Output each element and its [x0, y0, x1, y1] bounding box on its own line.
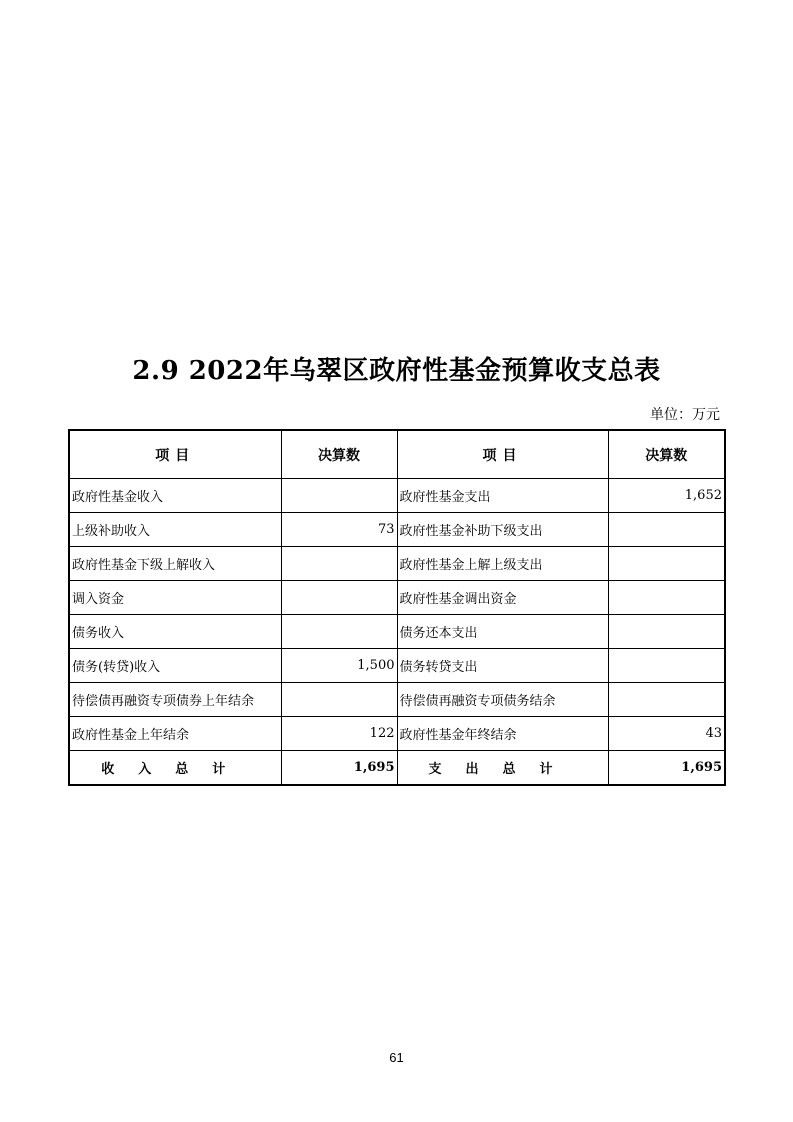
expense-label: 债务转贷支出 [397, 649, 608, 683]
table-row [69, 683, 725, 717]
income-value [281, 615, 397, 649]
expense-label: 政府性基金上解上级支出 [397, 547, 608, 581]
table-header-row [69, 430, 725, 479]
expense-label: 政府性基金补助下级支出 [397, 513, 608, 547]
income-value: 1,500 [281, 649, 397, 683]
unit-label: 单位：万元 [650, 407, 720, 423]
header-expense-item: 项目 [397, 430, 608, 479]
expense-value [608, 649, 725, 683]
income-total-value: 1,695 [281, 751, 397, 786]
income-value [281, 547, 397, 581]
page-title: 2.9 2022年乌翠区政府性基金预算收支总表 [132, 356, 661, 386]
expense-label: 政府性基金年终结余 [397, 717, 608, 751]
table-row [69, 615, 725, 649]
expense-value [608, 547, 725, 581]
expense-value: 43 [608, 717, 725, 751]
expense-value [608, 615, 725, 649]
income-label: 调入资金 [69, 581, 281, 615]
table-row [69, 479, 725, 513]
table-row [69, 581, 725, 615]
income-value: 73 [281, 513, 397, 547]
expense-value [608, 683, 725, 717]
expense-value [608, 581, 725, 615]
expense-total-label: 支出总计 [397, 751, 608, 786]
table-row [69, 717, 725, 751]
income-total-label: 收入总计 [69, 751, 281, 786]
income-label: 上级补助收入 [69, 513, 281, 547]
income-value [281, 581, 397, 615]
expense-label: 政府性基金支出 [397, 479, 608, 513]
page-number: 61 [389, 1050, 404, 1065]
table-row [69, 547, 725, 581]
expense-value: 1,652 [608, 479, 725, 513]
expense-total-value: 1,695 [608, 751, 725, 786]
income-label: 政府性基金下级上解收入 [69, 547, 281, 581]
budget-table [68, 429, 726, 786]
table-row [69, 513, 725, 547]
income-label: 债务收入 [69, 615, 281, 649]
table-row [69, 649, 725, 683]
income-value [281, 479, 397, 513]
total-row [69, 751, 725, 786]
income-label: 政府性基金收入 [69, 479, 281, 513]
income-value: 122 [281, 717, 397, 751]
header-expense-amount: 决算数 [608, 430, 725, 479]
income-label: 待偿债再融资专项债券上年结余 [69, 683, 281, 717]
header-income-amount: 决算数 [281, 430, 397, 479]
expense-label: 待偿债再融资专项债务结余 [397, 683, 608, 717]
expense-label: 债务还本支出 [397, 615, 608, 649]
expense-label: 政府性基金调出资金 [397, 581, 608, 615]
income-label: 债务(转贷)收入 [69, 649, 281, 683]
expense-value [608, 513, 725, 547]
income-label: 政府性基金上年结余 [69, 717, 281, 751]
header-income-item: 项目 [69, 430, 281, 479]
income-value [281, 683, 397, 717]
